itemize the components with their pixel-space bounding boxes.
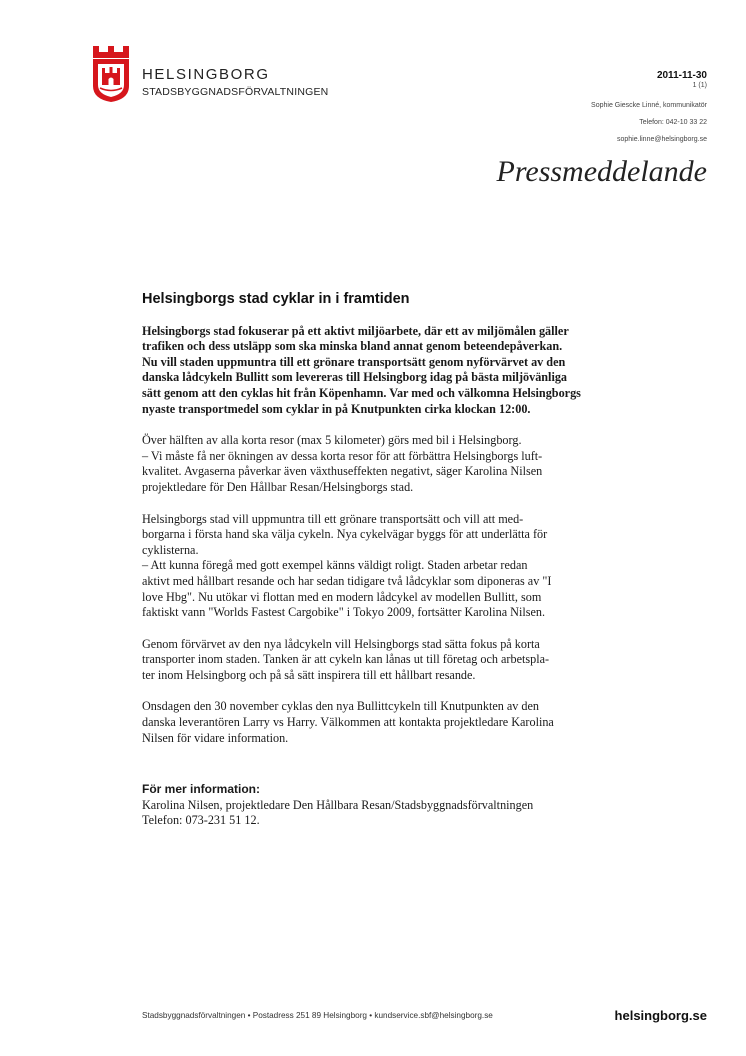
text-line: Nilsen för vidare information.: [142, 730, 289, 745]
text-line: cyklisterna.: [142, 542, 199, 557]
text-line: faktiskt vann "Worlds Fastest Cargobike" i Tokyo 2009, fortsätter Karolina Nilsen.: [142, 605, 546, 620]
document-type-title: Pressmeddelande: [496, 155, 707, 188]
text-line: Karolina Nilsen, projektledare Den Hållbara Resan/Stadsbyggnadsförvaltningen: [142, 797, 534, 812]
text-line: Onsdagen den 30 november cyklas den nya Bullittcykeln till Knutpunkten av den: [142, 699, 540, 714]
text-line: danska leverantören Larry vs Harry. Välkommen att kontakta projektledare Karolina: [142, 715, 554, 730]
text-line: ter inom Helsingborg och på så sätt inspirera till ett hållbart resande.: [142, 667, 476, 682]
helsingborg-crest-icon: [91, 46, 131, 103]
text-line: Helsingborgs stad fokuserar på ett aktivt miljöarbete, där ett av miljömålen gäller: [142, 323, 569, 338]
text-line: sätt genom att den cyklas hit från Köpenhamn. Var med och välkomna Helsingborgs: [142, 385, 581, 400]
text-line: – Att kunna föregå med gott exempel känns väldigt roligt. Staden arbetar redan: [142, 558, 528, 573]
footer-website-link[interactable]: helsingborg.se: [614, 1008, 707, 1023]
article-lead: [142, 324, 612, 418]
text-line: transporter inom staden. Tanken är att cykeln kan lånas ut till företag och arbetspla-: [142, 652, 550, 667]
text-line: danska lådcykeln Bullitt som levereras till Helsingborg idag på bästa miljövänliga: [142, 370, 568, 385]
organization-department: STADSBYGGNADSFÖRVALTNINGEN: [142, 86, 329, 98]
more-information: [142, 782, 612, 829]
text-line: Telefon: 073-231 51 12.: [142, 813, 260, 828]
text-line: kvalitet. Avgaserna påverkar även växthuseffekten negativt, säger Karolina Nilsen: [142, 464, 543, 479]
organization-block: [142, 66, 328, 98]
text-line: nyaste transportmedel som cyklar in på Knutpunkten cirka klockan 12:00.: [142, 401, 531, 416]
text-line: – Vi måste få ner ökningen av dessa korta resor för att förbättra Helsingborgs luft-: [142, 448, 543, 463]
contact-phone: Telefon: 042-10 33 22: [639, 119, 707, 126]
text-line: borgarna i första hand ska välja cykeln. Nya cykelvägar byggs för att underlätta för: [142, 527, 548, 542]
page-count: 1 (1): [692, 82, 707, 89]
document-date: 2011-11-30: [656, 70, 707, 81]
organization-name: HELSINGBORG: [142, 66, 270, 83]
paragraph-3: [142, 637, 612, 684]
contact-email: sophie.linne@helsingborg.se: [617, 136, 707, 143]
text-line: aktivt med hållbart resande och har sedan tidigare två lådcyklar som diponeras av "I: [142, 573, 552, 588]
article-headline: Helsingborgs stad cyklar in i framtiden: [142, 291, 410, 307]
text-line: Genom förvärvet av den nya lådcykeln vill Helsingborgs stad sätta fokus på korta: [142, 636, 540, 651]
paragraph-2: [142, 512, 612, 621]
text-line: Nu vill staden uppmuntra till ett grönare transportsätt genom nyförvärvet av den: [142, 354, 566, 369]
paragraph-1: [142, 433, 612, 495]
text-line: Helsingborgs stad vill uppmuntra till ett grönare transportsätt och vill att med-: [142, 511, 524, 526]
text-line: Över hälften av alla korta resor (max 5 kilometer) görs med bil i Helsingborg.: [142, 433, 522, 448]
document-meta: [591, 70, 707, 148]
text-line: projektledare för Den Hållbar Resan/Helsingborgs stad.: [142, 479, 414, 494]
more-information-heading: För mer information:: [142, 782, 261, 797]
text-line: trafiken och dess utsläpp som ska minska bland annat genom beteendepåverkan.: [142, 339, 563, 354]
paragraph-4: [142, 699, 612, 746]
footer-address: Stadsbyggnadsförvaltningen • Postadress 251 89 Helsingborg • kundservice.sbf@helsingborg.se: [142, 1011, 493, 1020]
article-body: [142, 292, 612, 829]
text-line: love Hbg". Nu utökar vi flottan med en modern lådcykel av modellen Bullitt, som: [142, 589, 542, 604]
contact-block: [591, 97, 707, 148]
contact-name: Sophie Giescke Linné, kommunikatör: [591, 102, 707, 109]
